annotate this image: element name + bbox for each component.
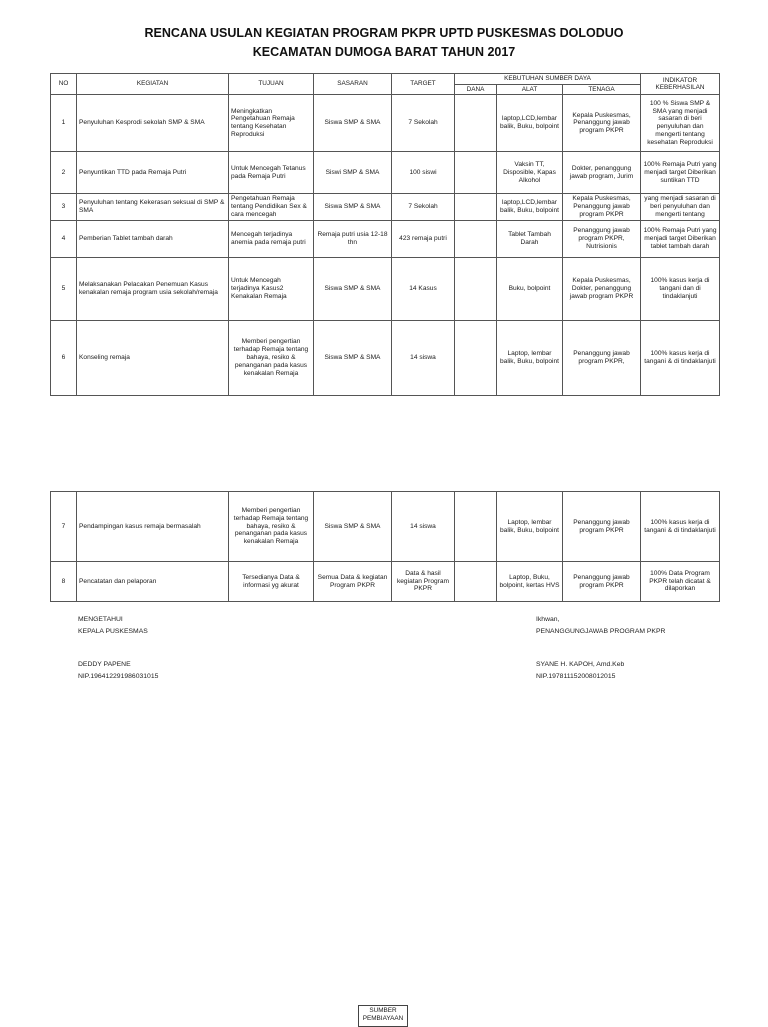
cell-no: 5 bbox=[51, 258, 77, 321]
cell-sasaran: Remaja putri usia 12-18 thn bbox=[314, 221, 392, 258]
head-title-label: KEPALA PUSKESMAS bbox=[78, 628, 148, 635]
header-no: NO bbox=[51, 74, 77, 95]
acknowledge-label: MENGETAHUI bbox=[78, 616, 123, 623]
cell-sasaran: Siswa SMP & SMA bbox=[314, 258, 392, 321]
cell-target: 7 Sekolah bbox=[392, 194, 455, 221]
cell-kegiatan: Pendampingan kasus remaja bermasalah bbox=[77, 492, 229, 562]
cell-dana bbox=[455, 492, 497, 562]
pic-nip: NIP.197811152008012015 bbox=[536, 673, 616, 680]
table-row bbox=[51, 258, 720, 321]
cell-tujuan: Meningkatkan Pengetahuan Remaja tentang Kesehatan Reproduksi bbox=[229, 95, 314, 152]
header-dana: DANA bbox=[455, 84, 497, 95]
cell-indikator: 100% kasus kerja di tangani & di tindaklanjuti bbox=[641, 321, 720, 396]
cell-alat: Vaksin TT, Disposible, Kapas Alkohol bbox=[497, 152, 563, 194]
table-row bbox=[51, 492, 720, 562]
cell-tenaga: Dokter, penanggung jawab program, Jurim bbox=[563, 152, 641, 194]
cell-sasaran: Siswa SMP & SMA bbox=[314, 95, 392, 152]
cell-alat: Laptop, lembar balik, Buku, bolpoint bbox=[497, 492, 563, 562]
cell-tenaga: Penanggung jawab program PKPR, bbox=[563, 321, 641, 396]
header-sasaran: SASARAN bbox=[314, 74, 392, 95]
cell-tenaga: Kepala Puskesmas, Penanggung jawab program PKPR bbox=[563, 194, 641, 221]
cell-dana bbox=[455, 152, 497, 194]
header-tenaga: TENAGA bbox=[563, 84, 641, 95]
activity-plan-table bbox=[50, 73, 720, 396]
cell-dana bbox=[455, 221, 497, 258]
document-title: RENCANA USULAN KEGIATAN PROGRAM PKPR UPTD PUSKESMAS DOLODUO bbox=[144, 26, 624, 40]
cell-kegiatan: Penyuluhan Kesprodi sekolah SMP & SMA bbox=[77, 95, 229, 152]
cell-tenaga: Kepala Puskesmas, Penanggung jawab program PKPR bbox=[563, 95, 641, 152]
cell-indikator: 100 % Siswa SMP & SMA yang menjadi sasaran di beri penyuluhan dan mengerti tentang kesehatan Reproduksi bbox=[641, 95, 720, 152]
cell-no: 8 bbox=[51, 562, 77, 602]
cell-sasaran: Siswi SMP & SMA bbox=[314, 152, 392, 194]
table-row bbox=[51, 562, 720, 602]
cell-target: 14 siswa bbox=[392, 321, 455, 396]
cell-tujuan: Untuk Mencegah Tetanus pada Remaja Putri bbox=[229, 152, 314, 194]
cell-dana bbox=[455, 95, 497, 152]
cell-alat: Buku, bolpoint bbox=[497, 258, 563, 321]
header-kebutuhan: KEBUTUHAN SUMBER DAYA bbox=[455, 74, 641, 85]
cell-tujuan: Memberi pengertian terhadap Remaja tentang bahaya, resiko & penanganan pada kasus kenakalan Remaja bbox=[229, 321, 314, 396]
cell-alat: Tablet Tambah Darah bbox=[497, 221, 563, 258]
pic-greeting: Ikhwan, bbox=[536, 616, 560, 623]
cell-tenaga: Penanggung jawab program PKPR bbox=[563, 492, 641, 562]
cell-sasaran: Semua Data & kegiatan Program PKPR bbox=[314, 562, 392, 602]
cell-tujuan: Untuk Mencegah terjadinya Kasus2 Kenakalan Remaja bbox=[229, 258, 314, 321]
cell-target: Data & hasil kegiatan Program PKPR bbox=[392, 562, 455, 602]
cell-target: 423 remaja putri bbox=[392, 221, 455, 258]
cell-kegiatan: Konseling remaja bbox=[77, 321, 229, 396]
cell-indikator: 100% Remaja Putri yang menjadi target Diberikan suntikan TTD bbox=[641, 152, 720, 194]
cell-no: 1 bbox=[51, 95, 77, 152]
cell-sasaran: Siswa SMP & SMA bbox=[314, 492, 392, 562]
cell-tujuan: Memberi pengertian terhadap Remaja tentang bahaya, resiko & penanganan pada kasus kenakalan Remaja bbox=[229, 492, 314, 562]
header-kegiatan: KEGIATAN bbox=[77, 74, 229, 95]
pic-name: SYANE H. KAPOH, Amd.Keb bbox=[536, 661, 625, 668]
cell-indikator: 100% Data Program PKPR telah dicatat & dilaporkan bbox=[641, 562, 720, 602]
cell-tujuan: Mencegah terjadinya anemia pada remaja putri bbox=[229, 221, 314, 258]
cell-no: 4 bbox=[51, 221, 77, 258]
cell-dana bbox=[455, 194, 497, 221]
cell-alat: Laptop, Buku, bolpoint, kertas HVS bbox=[497, 562, 563, 602]
cell-indikator: 100% kasus kerja di tangani & di tindaklanjuti bbox=[641, 492, 720, 562]
document-subtitle: KECAMATAN DUMOGA BARAT TAHUN 2017 bbox=[252, 45, 516, 59]
header-indikator: INDIKATOR KEBERHASILAN bbox=[641, 74, 720, 95]
table-row bbox=[51, 221, 720, 258]
cell-indikator: yang menjadi sasaran di beri penyuluhan dan mengerti tentang bbox=[641, 194, 720, 221]
cell-target: 14 Kasus bbox=[392, 258, 455, 321]
header-target: TARGET bbox=[392, 74, 455, 95]
cell-kegiatan: Melaksanakan Pelacakan Penemuan Kasus kenakalan remaja program usia sekolah/remaja bbox=[77, 258, 229, 321]
cell-tenaga: Penanggung jawab program PKPR, Nutrisionis bbox=[563, 221, 641, 258]
header-alat: ALAT bbox=[497, 84, 563, 95]
cell-target: 100 siswi bbox=[392, 152, 455, 194]
cell-no: 2 bbox=[51, 152, 77, 194]
funding-source-line2: PEMBIAYAAN bbox=[362, 1015, 404, 1022]
header-tujuan: TUJUAN bbox=[229, 74, 314, 95]
cell-no: 7 bbox=[51, 492, 77, 562]
cell-kegiatan: Penyuluhan tentang Kekerasan seksual di SMP & SMA bbox=[77, 194, 229, 221]
head-name: DEDDY PAPENE bbox=[78, 661, 131, 668]
cell-tujuan: Tersedianya Data & informasi yg akurat bbox=[229, 562, 314, 602]
cell-target: 7 Sekolah bbox=[392, 95, 455, 152]
cell-no: 3 bbox=[51, 194, 77, 221]
table-row bbox=[51, 152, 720, 194]
cell-alat: Laptop, lembar balik, Buku, bolpoint bbox=[497, 321, 563, 396]
funding-source-line1: SUMBER bbox=[369, 1007, 397, 1014]
cell-target: 14 siswa bbox=[392, 492, 455, 562]
cell-sasaran: Siswa SMP & SMA bbox=[314, 194, 392, 221]
cell-kegiatan: Pemberian Tablet tambah darah bbox=[77, 221, 229, 258]
activity-plan-table-continued bbox=[50, 491, 720, 602]
cell-indikator: 100% Remaja Putri yang menjadi target Diberikan tablet tambah darah bbox=[641, 221, 720, 258]
cell-indikator: 100% kasus kerja di tangani dan di tindaklanjuti bbox=[641, 258, 720, 321]
cell-kegiatan: Pencatatan dan pelaporan bbox=[77, 562, 229, 602]
table-row bbox=[51, 194, 720, 221]
cell-tenaga: Kepala Puskesmas, Dokter, penanggung jawab program PKPR bbox=[563, 258, 641, 321]
cell-kegiatan: Penyuntikan TTD pada Remaja Putri bbox=[77, 152, 229, 194]
cell-no: 6 bbox=[51, 321, 77, 396]
table-row bbox=[51, 95, 720, 152]
table-row bbox=[51, 321, 720, 396]
head-nip: NIP.196412291986031015 bbox=[78, 673, 159, 680]
cell-alat: laptop,LCD,lembar balik, Buku, bolpoint bbox=[497, 194, 563, 221]
cell-dana bbox=[455, 562, 497, 602]
cell-tenaga: Penanggung jawab program PKPR bbox=[563, 562, 641, 602]
cell-sasaran: Siswa SMP & SMA bbox=[314, 321, 392, 396]
cell-dana bbox=[455, 258, 497, 321]
cell-tujuan: Pengetahuan Remaja tentang Pendidikan Sex & cara mencegah bbox=[229, 194, 314, 221]
pic-title-label: PENANGGUNGJAWAB PROGRAM PKPR bbox=[536, 628, 666, 635]
cell-dana bbox=[455, 321, 497, 396]
cell-alat: laptop,LCD,lembar balik, Buku, bolpoint bbox=[497, 95, 563, 152]
